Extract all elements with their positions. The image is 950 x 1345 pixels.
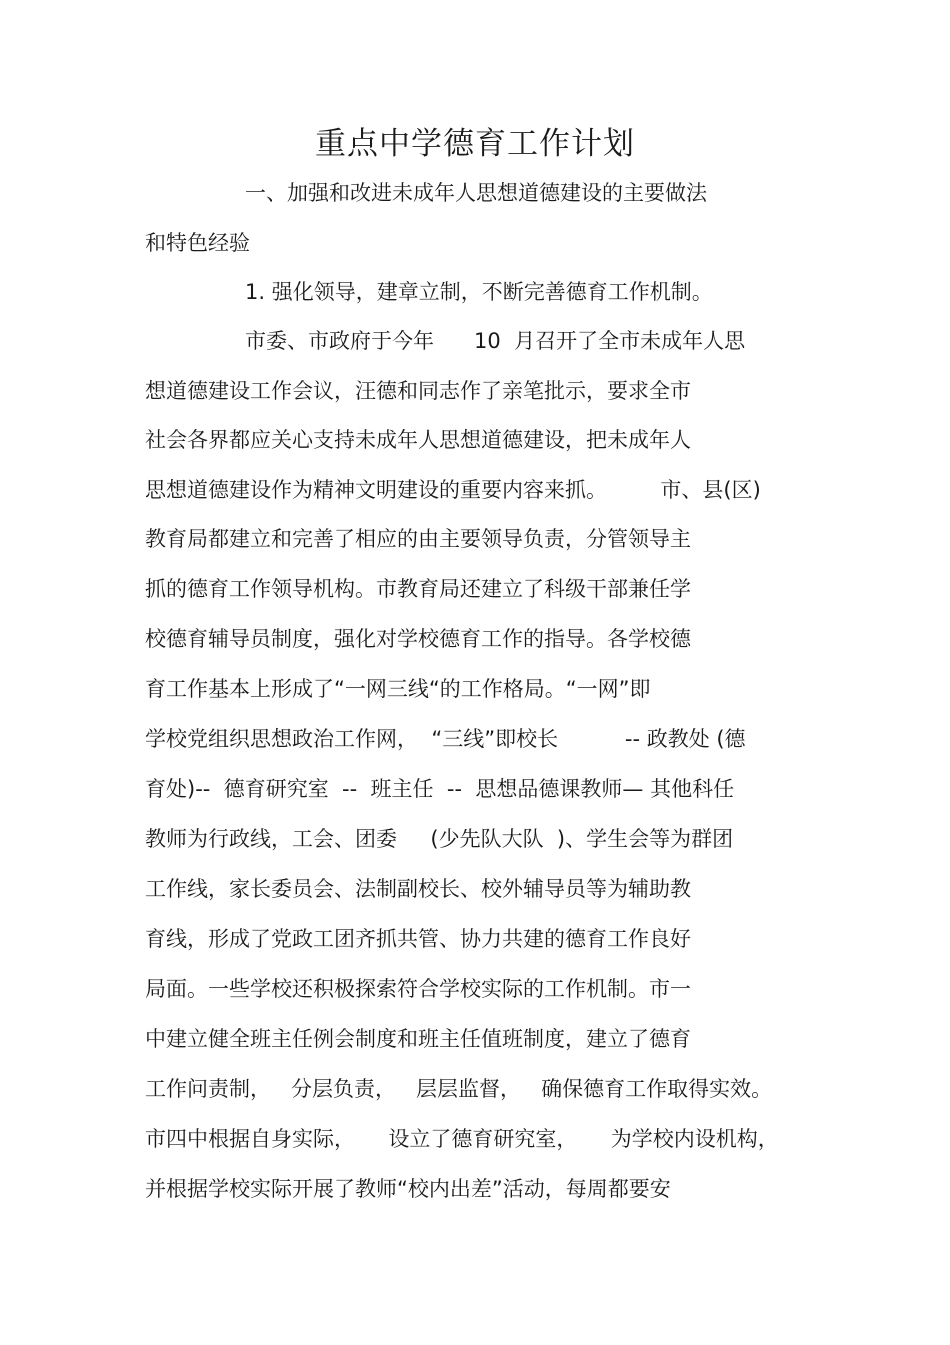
- paragraph-line: 育工作基本上形成了“一网三线“的工作格局。“一网”即: [145, 677, 651, 701]
- paragraph-line: 市四中根据自身实际， 设立了德育研究室， 为学校内设机构，: [145, 1127, 779, 1151]
- paragraph-line: 想道德建设工作会议，汪德和同志作了亲笔批示，要求全市: [145, 379, 691, 403]
- paragraph-line: 学校党组织思想政治工作网， “三线”即校长 -- 政教处 (德: [145, 727, 746, 751]
- document-title: 重点中学德育工作计划: [315, 126, 635, 162]
- section-heading: 一、加强和改进未成年人思想道德建设的主要做法: [245, 181, 707, 205]
- paragraph-line: 工作线，家长委员会、法制副校长、校外辅导员等为辅助教: [145, 877, 691, 901]
- paragraph-line: 教师为行政线，工会、团委 (少先队大队 )、学生会等为群团: [145, 827, 734, 851]
- paragraph-line: 思想道德建设作为精神文明建设的重要内容来抓。 市、县(区): [145, 478, 761, 502]
- paragraph-line: 育处)-- 德育研究室 -- 班主任 -- 思想品德课教师— 其他科任: [145, 777, 735, 801]
- paragraph-line: 并根据学校实际开展了教师“校内出差”活动，每周都要安: [145, 1177, 671, 1201]
- paragraph-line: 社会各界都应关心支持未成年人思想道德建设，把未成年人: [145, 428, 691, 452]
- paragraph-line: 市委、市政府于今年 10 月召开了全市未成年人思: [245, 329, 746, 353]
- paragraph-line: 教育局都建立和完善了相应的由主要领导负责，分管领导主: [145, 527, 691, 551]
- paragraph-line: 工作问责制， 分层负责， 层层监督， 确保德育工作取得实效。: [145, 1077, 773, 1101]
- paragraph-line: 中建立健全班主任例会制度和班主任值班制度，建立了德育: [145, 1027, 691, 1051]
- paragraph-line: 抓的德育工作领导机构。市教育局还建立了科级干部兼任学: [145, 577, 691, 601]
- paragraph-line: 校德育辅导员制度，强化对学校德育工作的指导。各学校德: [145, 627, 691, 651]
- paragraph-line: 局面。一些学校还积极探索符合学校实际的工作机制。市一: [145, 977, 691, 1001]
- section-heading-continued: 和特色经验: [145, 231, 250, 255]
- paragraph-line: 育线，形成了党政工团齐抓共管、协力共建的德育工作良好: [145, 927, 691, 951]
- subsection-heading: 1. 强化领导，建章立制，不断完善德育工作机制。: [245, 280, 713, 304]
